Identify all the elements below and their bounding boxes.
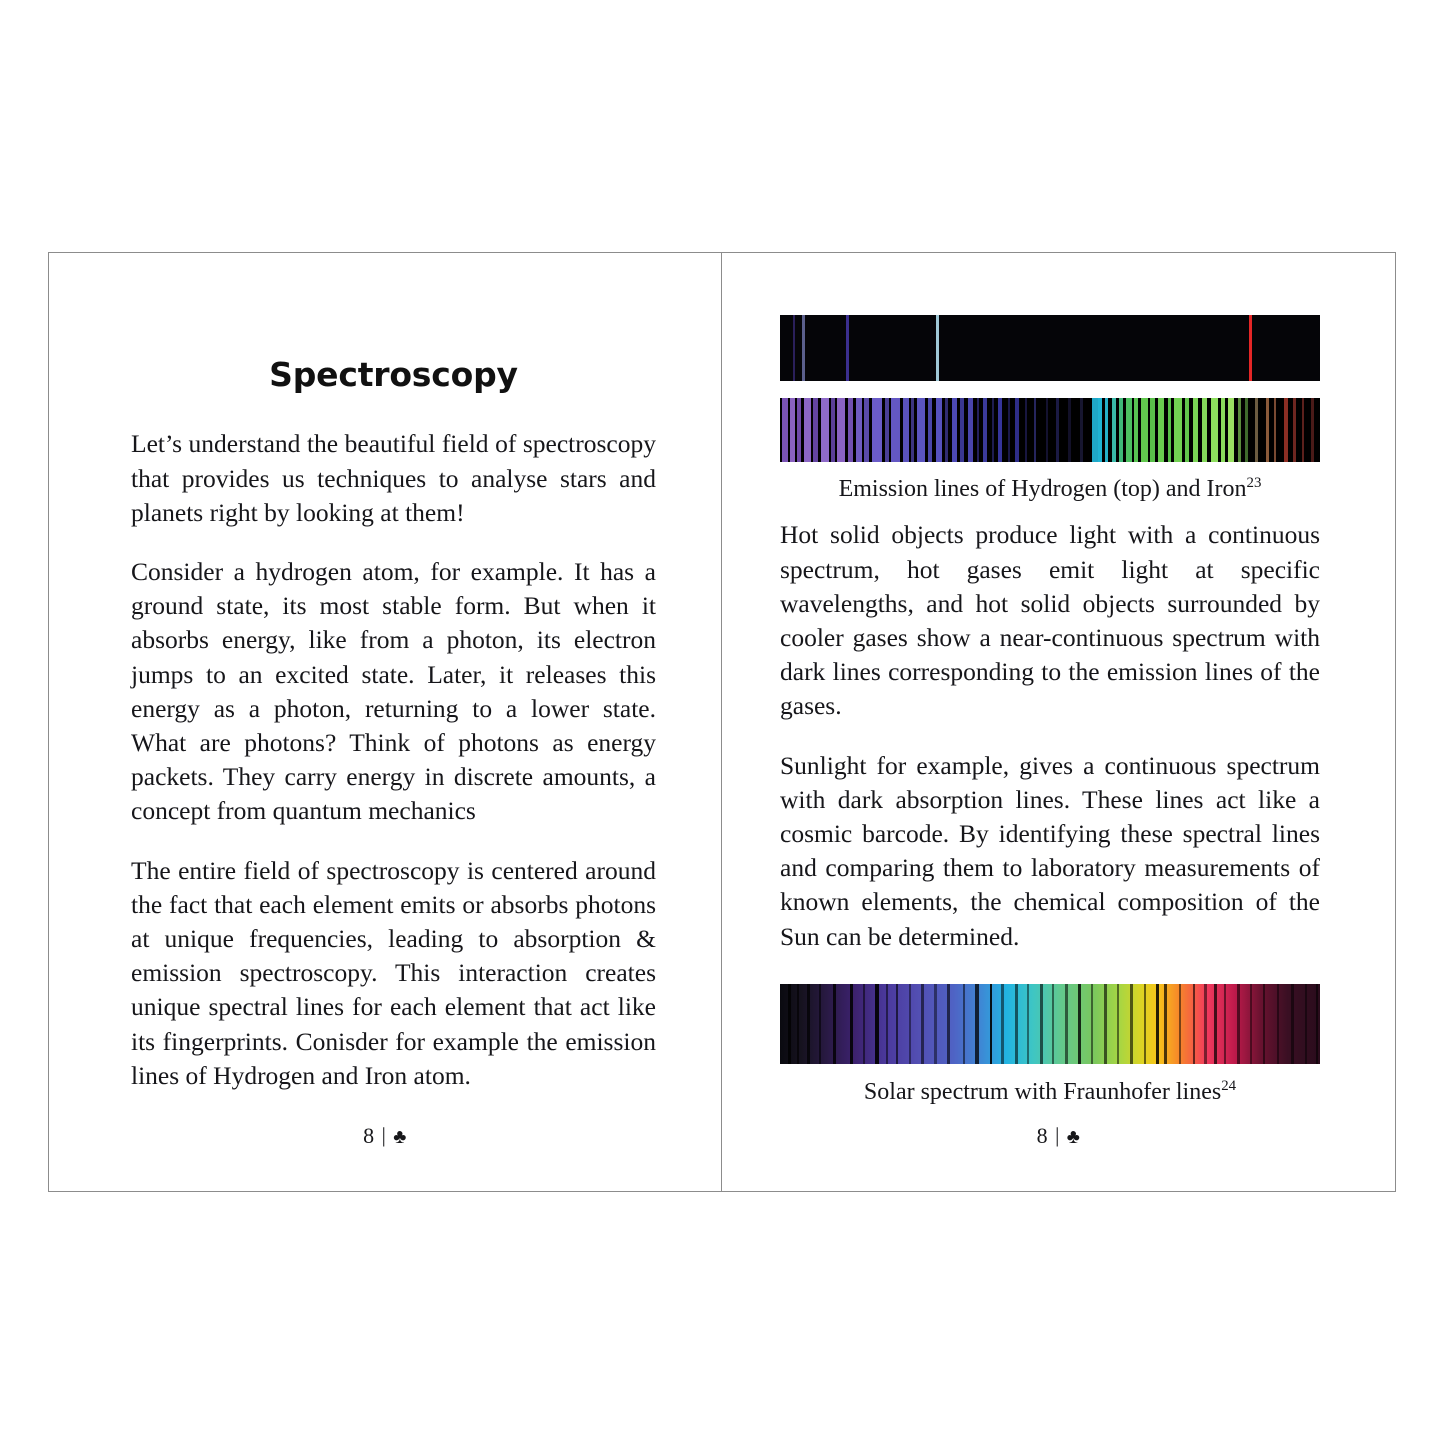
right-paragraph-2: Sunlight for example, gives a continuous spectrum with dark absorption lines. These lines act like a cosmic barcode. By identifying these spectral lines and comparing them to laboratory measurements of known elements, the chemical composition of the Sun can be determined. <box>780 750 1320 951</box>
spectral-line <box>891 398 900 462</box>
fraunhofer-absorption-line <box>1130 984 1133 1064</box>
fraunhofer-absorption-line <box>990 984 993 1064</box>
fraunhofer-absorption-line <box>819 984 821 1064</box>
fraunhofer-absorption-line <box>1117 984 1119 1064</box>
left-page-content <box>131 357 656 1093</box>
spectral-line <box>903 398 908 462</box>
spectral-line <box>782 398 788 462</box>
spectral-line <box>1202 398 1207 462</box>
fraunhofer-absorption-line <box>1164 984 1167 1064</box>
fraunhofer-absorption-line <box>1277 984 1279 1064</box>
left-paragraph-2: Consider a hydrogen atom, for example. It has a ground state, its most stable form. But when it absorbs energy, like from a photon, its electron jumps to an excited state. Later, it releases this energy as a photon, returning to a lower state. What are photons? Think of photons as energy packets. They carry energy in discrete amounts, a concept from quantum mechanics <box>131 556 656 826</box>
fraunhofer-absorption-line <box>963 984 965 1064</box>
fraunhofer-absorption-line <box>807 984 810 1064</box>
emission-caption-footnote: 23 <box>1246 475 1262 491</box>
spectral-line <box>1105 398 1108 462</box>
spectral-line <box>1080 398 1083 462</box>
fraunhofer-absorption-line <box>1214 984 1217 1064</box>
spectral-line <box>1092 398 1097 462</box>
emission-caption-text: Emission lines of Hydrogen (top) and Iron <box>838 476 1247 502</box>
spectral-line <box>960 398 964 462</box>
spectral-line <box>1046 398 1048 462</box>
spectral-line <box>1311 398 1314 462</box>
spectral-line <box>1284 398 1288 462</box>
fraunhofer-absorption-line <box>1224 984 1226 1064</box>
spectral-line <box>1228 398 1233 462</box>
spectral-line <box>872 398 882 462</box>
solar-caption-footnote: 24 <box>1221 1077 1237 1094</box>
spectral-line <box>1211 398 1218 462</box>
fraunhofer-absorption-line <box>947 984 950 1064</box>
spectral-line <box>1266 398 1269 462</box>
spectral-line <box>1302 398 1305 462</box>
spectral-line <box>945 398 948 462</box>
spectral-line <box>1056 398 1059 462</box>
solar-spectrum-strip <box>780 984 1320 1064</box>
solar-caption-text: Solar spectrum with Fraunhofer lines <box>863 1078 1222 1105</box>
fraunhofer-absorption-line <box>863 984 865 1064</box>
spectral-line <box>1025 398 1027 462</box>
spectral-line <box>797 398 801 462</box>
spectral-line <box>1150 398 1154 462</box>
spectral-line <box>1126 398 1132 462</box>
spectral-line <box>1158 398 1164 462</box>
spectral-line <box>968 398 973 462</box>
spectral-line <box>1112 398 1117 462</box>
right-page-folio <box>722 1123 1395 1149</box>
fraunhofer-absorption-line <box>1065 984 1068 1064</box>
fraunhofer-absorption-line <box>1091 984 1093 1064</box>
fraunhofer-absorption-line <box>1193 984 1196 1064</box>
fraunhofer-absorption-line <box>1237 984 1240 1064</box>
fraunhofer-absorption-line <box>909 984 911 1064</box>
spectral-line <box>856 398 862 462</box>
spectral-line <box>936 398 942 462</box>
fraunhofer-absorption-line <box>875 984 879 1064</box>
emission-spectra-figure <box>780 315 1320 505</box>
spectral-line <box>804 398 811 462</box>
spectral-line <box>952 398 957 462</box>
fraunhofer-absorption-line <box>1104 984 1107 1064</box>
spectral-line <box>864 398 868 462</box>
spectral-line <box>790 398 795 462</box>
spectral-line <box>1098 398 1102 462</box>
folio-separator: | <box>1055 1123 1060 1147</box>
fraunhofer-absorption-line <box>1305 984 1307 1064</box>
spectral-line <box>802 315 805 381</box>
right-paragraph-1: Hot solid objects produce light with a continuous spectrum, hot gases emit light at specific wavelengths, and hot solid objects surrounded by cooler gases show a near-continuous spectrum with dark lines corresponding to the emission lines of the gases. <box>780 520 1320 721</box>
fraunhofer-absorption-line <box>1179 984 1181 1064</box>
spectral-line <box>831 398 835 462</box>
spectral-line <box>1293 398 1296 462</box>
left-paragraph-1: Let’s understand the beautiful field of spectroscopy that provides us techniques to analyse stars and planets right by looking at them! <box>131 429 656 527</box>
right-page <box>722 253 1395 1191</box>
fraunhofer-absorption-line <box>975 984 978 1064</box>
spectral-line <box>1238 398 1241 462</box>
spectral-line <box>1008 398 1010 462</box>
spectral-line <box>1185 398 1189 462</box>
solar-spectrum-figure <box>780 984 1320 1108</box>
spectral-line <box>813 398 817 462</box>
left-page-folio <box>49 1123 721 1149</box>
fraunhofer-absorption-line <box>1204 984 1206 1064</box>
spectral-line <box>1245 398 1248 462</box>
solar-spectrum-caption <box>780 1076 1320 1108</box>
emission-spectra-caption <box>780 473 1320 505</box>
spectral-line <box>1249 315 1252 381</box>
spectral-line <box>1141 398 1148 462</box>
spectral-line <box>977 398 980 462</box>
fraunhofer-absorption-line <box>1316 984 1319 1064</box>
fraunhofer-absorption-line <box>886 984 888 1064</box>
spectral-line <box>1068 398 1070 462</box>
folio-separator: | <box>381 1123 387 1147</box>
fraunhofer-absorption-line <box>1052 984 1054 1064</box>
fraunhofer-absorption-line <box>1144 984 1146 1064</box>
fraunhofer-absorption-line <box>1078 984 1081 1064</box>
spectral-line <box>837 398 845 462</box>
spectral-line <box>992 398 995 462</box>
hydrogen-emission-spectrum <box>780 315 1320 381</box>
fraunhofer-absorption-line <box>896 984 899 1064</box>
spectral-line <box>928 398 932 462</box>
spectral-line <box>936 315 939 381</box>
fraunhofer-absorption-line <box>833 984 836 1064</box>
right-page-content <box>780 315 1320 1108</box>
spectral-line <box>1221 398 1225 462</box>
spectral-line <box>793 315 795 381</box>
spectral-line <box>885 398 889 462</box>
spectral-line <box>917 398 925 462</box>
spectral-line <box>1174 398 1182 462</box>
spectral-line <box>1119 398 1123 462</box>
left-page <box>49 253 722 1191</box>
fraunhofer-absorption-line <box>1027 984 1029 1064</box>
spectral-line <box>983 398 987 462</box>
fraunhofer-absorption-line <box>1156 984 1159 1064</box>
folio-page-number: 8 <box>1036 1123 1049 1148</box>
fraunhofer-absorption-line <box>1250 984 1252 1064</box>
spectral-line <box>848 398 853 462</box>
spectral-line <box>1134 398 1138 462</box>
club-suit-icon: ♣ <box>393 1126 407 1148</box>
right-page-inner <box>722 253 1395 1191</box>
left-paragraph-3: The entire field of spectroscopy is centered around the fact that each element emits or absorbs photons at unique frequencies, leading to absorption & emission spectroscopy. This interaction creates unique spectral lines for each element that act like its fingerprints. Conisder for example the emission lines of Hydrogen and Iron atom. <box>131 855 656 1090</box>
book-spread <box>48 252 1396 1192</box>
left-page-inner <box>49 253 721 1191</box>
fraunhofer-absorption-line <box>1291 984 1294 1064</box>
fraunhofer-absorption-line <box>921 984 924 1064</box>
fraunhofer-absorption-line <box>1015 984 1018 1064</box>
folio-page-number: 8 <box>363 1123 375 1148</box>
spectral-line <box>1255 398 1258 462</box>
spectral-line <box>1274 398 1277 462</box>
iron-emission-spectrum <box>780 398 1320 462</box>
fraunhofer-absorption-line <box>788 984 791 1064</box>
spectral-line <box>1168 398 1172 462</box>
spectral-line <box>911 398 914 462</box>
club-suit-icon: ♣ <box>1066 1126 1081 1148</box>
spectral-line <box>846 315 849 381</box>
page-title: Spectroscopy <box>269 355 518 394</box>
spectral-line <box>1193 398 1199 462</box>
fraunhofer-absorption-line <box>1040 984 1043 1064</box>
fraunhofer-absorption-line <box>1001 984 1003 1064</box>
spectral-line <box>1015 398 1018 462</box>
spectral-line <box>821 398 829 462</box>
fraunhofer-absorption-line <box>934 984 936 1064</box>
fraunhofer-absorption-line <box>1263 984 1266 1064</box>
fraunhofer-absorption-line <box>850 984 853 1064</box>
spectral-line <box>1034 398 1037 462</box>
fraunhofer-absorption-line <box>797 984 799 1064</box>
spectral-line <box>998 398 1002 462</box>
